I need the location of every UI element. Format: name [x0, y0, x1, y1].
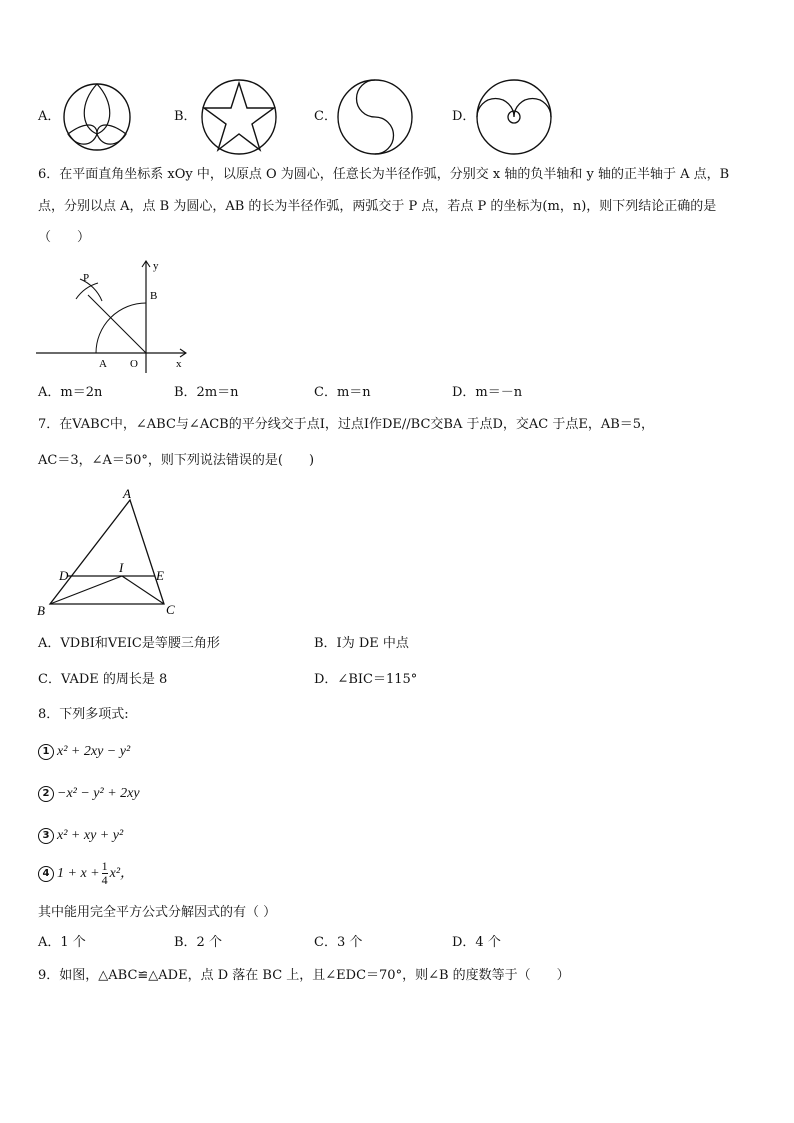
star-in-circle-icon: [200, 78, 278, 156]
q6-coordinate-figure: [36, 255, 196, 377]
q8-item-1: [38, 742, 130, 762]
q5-option-d-label: D．: [452, 109, 476, 124]
q6-option-b: B．2m＝n: [174, 385, 239, 400]
q9-text-line1: 9．如图，△ABC≌△ADE，点 D 落在 BC 上，且∠EDC＝70°，则∠B 的度数等于（ ）: [38, 968, 570, 983]
q8-item-2: [38, 784, 140, 804]
q7-label-i: I: [119, 560, 124, 575]
q7-label-a: A: [123, 486, 131, 501]
q8-option-c: C．3 个: [314, 935, 363, 950]
q6-label-x: x: [176, 358, 182, 370]
q6-text-line2: 点，分别以点 A，点 B 为圆心，AB 的长为半径作弧，两弧交于 P 点，若点 P 的坐标为(m，n)，则下列结论正确的是: [38, 199, 717, 214]
q6-label-y: y: [153, 260, 159, 272]
q7-option-a: A．VDBI和VEIC是等腰三角形: [38, 636, 220, 651]
q6-text-line1: 6．在平面直角坐标系 xOy 中，以原点 O 为圆心，任意长为半径作弧，分别交 x 轴的负半轴和 y 轴的正半轴于 A 点，B: [38, 167, 730, 182]
q7-text-line1: 7．在VABC中，∠ABC与∠ACB的平分线交于点I，过点I作DE//BC交BA 于点D，交AC 于点E，AB＝5，: [38, 417, 655, 432]
q8-expr-4-pre: 1 + x +: [57, 866, 100, 881]
q8-expr-3: x² + xy + y²: [57, 828, 124, 843]
q7-label-e: E: [156, 568, 164, 583]
q8-option-d: D．4 个: [452, 935, 501, 950]
circled-number-3: 3: [38, 828, 54, 844]
q6-label-p: P: [83, 272, 90, 284]
q8-option-b: B．2 个: [174, 935, 222, 950]
q8-title: 8．下列多项式:: [38, 707, 129, 722]
circled-number-2: 2: [38, 786, 54, 802]
q5-option-b-label: B．: [174, 109, 197, 124]
q7-option-c: C．VADE 的周长是 8: [38, 672, 168, 687]
q6-label-o: O: [130, 358, 138, 370]
q8-expr-4-post: x²，: [109, 866, 135, 881]
q7-text-line2: AC＝3，∠A＝50°，则下列说法错误的是( ): [38, 453, 315, 468]
fraction-numerator: 1: [101, 859, 108, 873]
q6-text-line3: （ ）: [38, 230, 91, 245]
q8-item-4: [38, 860, 134, 887]
q7-option-d: D．∠BIC＝115°: [314, 672, 418, 687]
q6-option-d: D．m＝－n: [452, 385, 523, 400]
q7-label-c: C: [166, 602, 175, 616]
q6-label-b: B: [150, 290, 158, 302]
q7-label-b: B: [37, 603, 45, 616]
q6-label-a: A: [99, 358, 107, 370]
heart-shape-circle-icon: [475, 78, 553, 156]
q8-option-a: A．1 个: [38, 935, 86, 950]
q7-option-b: B．I为 DE 中点: [314, 636, 409, 651]
q7-label-d: D: [59, 568, 69, 583]
q8-item-3: [38, 826, 123, 846]
circled-number-1: 1: [38, 744, 54, 760]
q8-expr-2: −x² − y² + 2xy: [57, 786, 140, 801]
fraction-denominator: 4: [101, 873, 108, 887]
trefoil-circle-icon: [62, 82, 132, 152]
circled-number-4: 4: [38, 866, 54, 882]
q8-question: 其中能用完全平方公式分解因式的有（ ）: [38, 905, 277, 920]
q6-option-c: C．m＝n: [314, 385, 371, 400]
q5-option-c-label: C．: [314, 109, 337, 124]
q8-expr-1: x² + 2xy − y²: [57, 744, 131, 759]
q8-expr-4-fraction: [102, 860, 108, 887]
q5-option-a-label: A．: [38, 109, 61, 124]
q6-option-a: A．m＝2n: [38, 385, 103, 400]
q7-triangle-figure: [34, 484, 184, 616]
yin-yang-circle-icon: [336, 78, 414, 156]
